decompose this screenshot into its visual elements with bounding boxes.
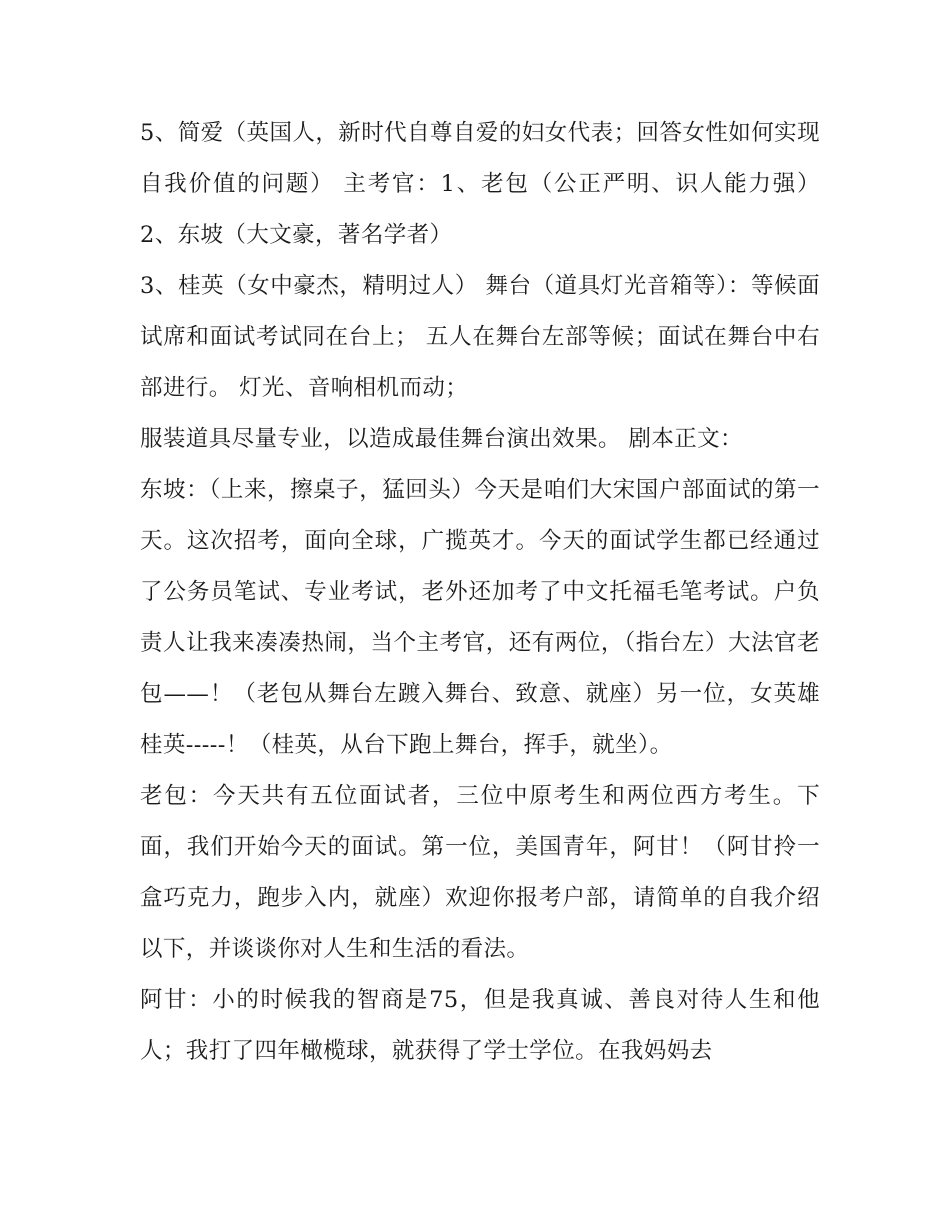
document-body [140,108,820,1077]
paragraph-dongpo-dialogue: 东坡：（上来，擦桌子，猛回头）今天是咱们大宋国户部面试的第一天。这次招考，面向全球，广揽英才。今天的面试学生都已经通过了公务员笔试、专业考试，老外还加考了中文托福毛笔考试。户负责人让我来凑凑热闹，当个主考官，还有两位，（指台左）大法官老包——！（老包从舞台左踱入舞台、致意、就座）另一位，女英雄桂英-----！（桂英，从台下跑上舞台，挥手，就坐）。 [140,477,820,758]
paragraph-laobao-dialogue: 老包：今天共有五位面试者，三位中原考生和两位西方考生。下面，我们开始今天的面试。第一位，美国青年，阿甘！（阿甘拎一盒巧克力，跑步入内，就座）欢迎你报考户部，请简单的自我介绍以下，并谈谈你对人生和生活的看法。 [140,783,820,962]
paragraph-agan-dialogue: 阿甘：小的时候我的智商是75，但是我真诚、善良对待人生和他人；我打了四年橄榄球，就获得了学士学位。在我妈妈去 [140,987,820,1064]
paragraph-costume-note: 服装道具尽量专业，以造成最佳舞台演出效果。 剧本正文： [140,426,743,452]
paragraph-cast-list: 5、简爱（英国人，新时代自尊自爱的妇女代表；回答女性如何实现自我价值的问题） 主考官：1、老包（公正严明、识人能力强） 2、东坡（大文豪，著名学者） [140,120,820,248]
paragraph-stage-setup: 3、桂英（女中豪杰，精明过人） 舞台（道具灯光音箱等）：等候面试席和面试考试同在台上； 五人在舞台左部等候；面试在舞台中右部进行。 灯光、音响相机而动； [140,273,820,401]
